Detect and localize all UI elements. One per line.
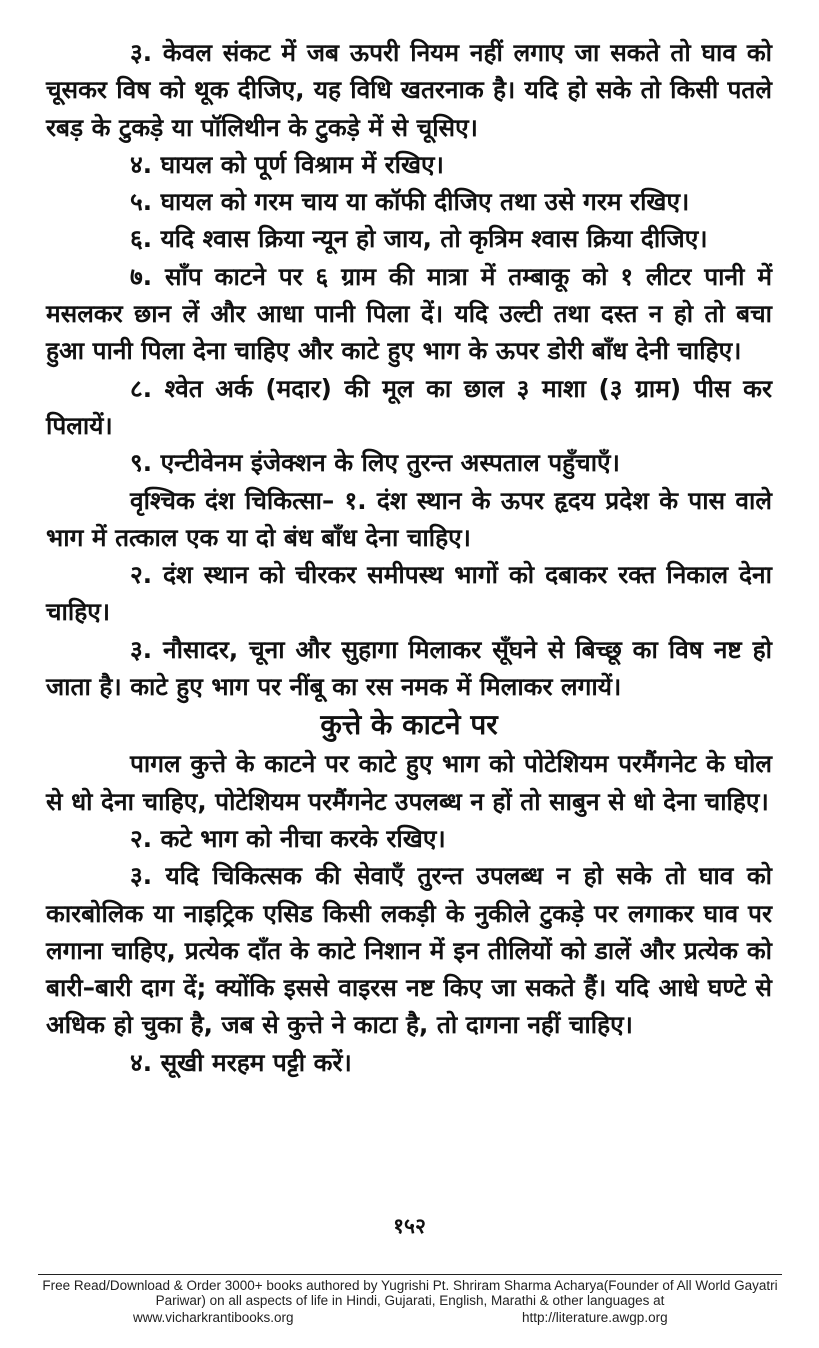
paragraph-dogbite-step-4: ४. सूखी मरहम पट्टी करें।: [130, 1047, 352, 1077]
footer-divider: [38, 1274, 782, 1275]
page-number: १५२: [393, 1214, 426, 1238]
paragraph-scorpion-step-1: [46, 482, 772, 557]
page-body: [46, 34, 772, 1081]
paragraph-dogbite-step-2: २. कटे भाग को नीचा करके रखिए।: [130, 823, 446, 853]
paragraph-dogbite-step-3: ३. यदि चिकित्सक की सेवाएँ तुरन्त उपलब्ध न हो सके तो घाव को कारबोलिक या नाइट्रिक एसिड किसी लकड़ी के नुकीले टुकड़े पर लगाकर घाव पर लगाना चाहिए, प्रत्येक दाँत के काटे निशान में इन तीलियों को डालें और प्रत्येक को बारी–बारी दाग दें; क्योंकि इससे वाइरस नष्ट किए जा सकते हैं। यदि आधे घण्टे से अधिक हो चुका है, जब से कुत्ते ने काटा है, तो दागना नहीं चाहिए।: [46, 861, 772, 1040]
scorpion-step-1-text: १. दंश स्थान के ऊपर हृदय प्रदेश के पास वाले भाग में तत्काल एक या दो बंध बाँध देना चाहिए।: [46, 485, 772, 552]
paragraph-snakebite-step-6: ६. यदि श्वास क्रिया न्यून हो जाय, तो कृत्रिम श्वास क्रिया दीजिए।: [130, 224, 708, 254]
footer-text: Free Read/Download & Order 3000+ books authored by Yugrishi Pt. Shriram Sharma Acharya(Founder of All World Gayatri Pariwar) on all aspects of life in Hindi, Gujarati, English, Marathi & other languages at: [42, 1278, 778, 1308]
paragraph-snakebite-step-4: ४. घायल को पूर्ण विश्राम में रखिए।: [130, 149, 444, 179]
paragraph-scorpion-step-3: ३. नौसादर, चूना और सुहागा मिलाकर सूँघने से बिच्छू का विष नष्ट हो जाता है। काटे हुए भाग पर नींबू का रस नमक में मिलाकर लगायें।: [46, 634, 772, 702]
paragraph-snakebite-step-9: ९. एन्टीवेनम इंजेक्शन के लिए तुरन्त अस्पताल पहुँचाएँ।: [130, 448, 620, 478]
footer-link-awgp[interactable]: http://literature.awgp.org: [522, 1310, 668, 1325]
scorpion-subheading: वृश्चिक दंश चिकित्सा–: [130, 485, 335, 515]
footer-link-vicharkranti[interactable]: www.vicharkrantibooks.org: [133, 1310, 294, 1325]
paragraph-dogbite-step-1: पागल कुत्ते के काटने पर काटे हुए भाग को पोटेशियम परमैंगनेट के घोल से धो देना चाहिए, पोटेशियम परमैंगनेट उपलब्ध न हों तो साबुन से धो देना चाहिए।: [46, 749, 772, 816]
section-heading-dog-bite: कुत्ते के काटने पर: [320, 708, 498, 742]
paragraph-snakebite-step-3: ३. केवल संकट में जब ऊपरी नियम नहीं लगाए जा सकते तो घाव को चूसकर विष को थूक दीजिए, यह विधि खतरनाक है। यदि हो सके तो किसी पतले रबड़ के टुकड़े या पॉलिथीन के टुकड़े में से चूसिए।: [46, 38, 772, 142]
paragraph-snakebite-step-7: ७. साँप काटने पर ६ ग्राम की मात्रा में तम्बाकू को १ लीटर पानी में मसलकर छान लें और आधा पानी पिला दें। यदि उल्टी तथा दस्त न हो तो बचा हुआ पानी पिला देना चाहिए और काटे हुए भाग के ऊपर डोरी बाँध देनी चाहिए।: [46, 261, 772, 366]
paragraph-scorpion-step-2: २. दंश स्थान को चीरकर समीपस्थ भागों को दबाकर रक्त निकाल देना चाहिए।: [46, 560, 772, 627]
paragraph-snakebite-step-5: ५. घायल को गरम चाय या कॉफी दीजिए तथा उसे गरम रखिए।: [130, 187, 690, 217]
paragraph-snakebite-step-8: ८. श्वेत अर्क (मदार) की मूल का छाल ३ माशा (३ ग्राम) पीस कर पिलायें।: [46, 373, 772, 440]
